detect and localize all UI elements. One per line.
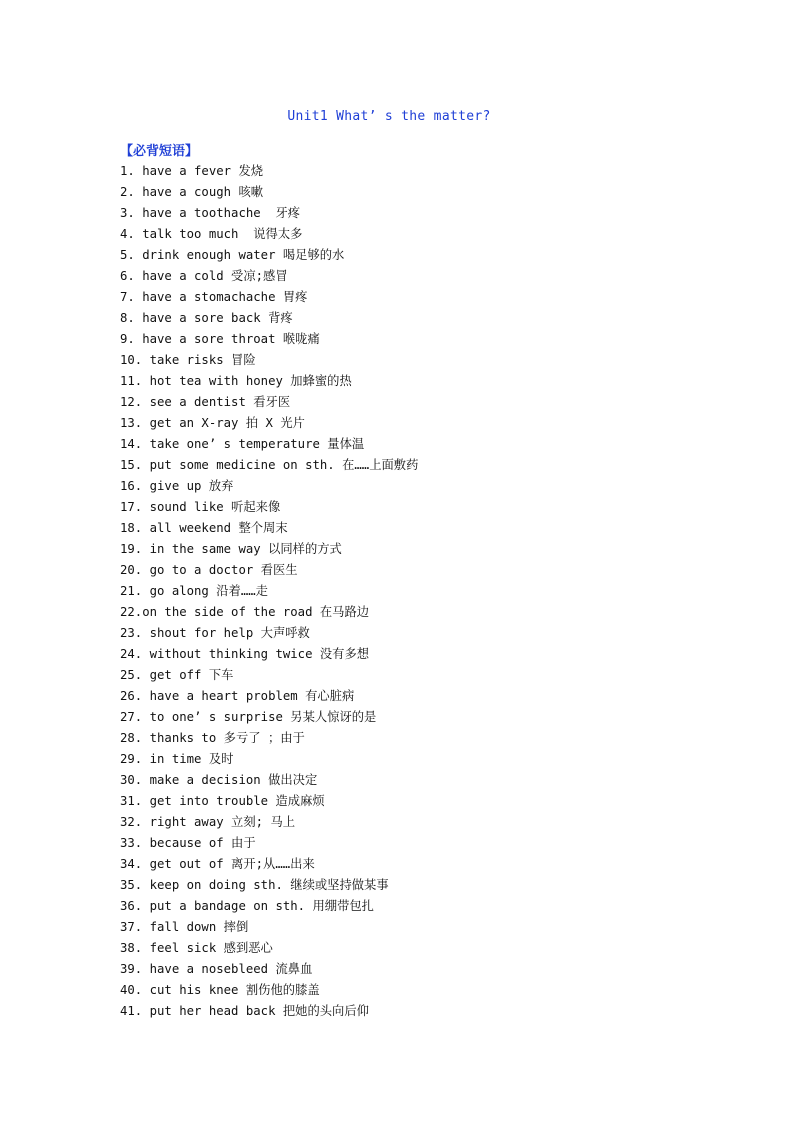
phrase-item: 16. give up 放弃 xyxy=(120,479,234,493)
phrase-item: 8. have a sore back 背疼 xyxy=(120,311,293,325)
phrase-list xyxy=(120,161,418,1022)
phrase-item: 11. hot tea with honey 加蜂蜜的热 xyxy=(120,374,352,388)
section-heading: 【必背短语】 xyxy=(120,144,199,159)
phrase-item: 4. talk too much 说得太多 xyxy=(120,227,303,241)
phrase-item: 21. go along 沿着……走 xyxy=(120,584,268,598)
phrase-item: 5. drink enough water 喝足够的水 xyxy=(120,248,345,262)
phrase-item: 7. have a stomachache 胃疼 xyxy=(120,290,308,304)
phrase-item: 19. in the same way 以同样的方式 xyxy=(120,542,342,556)
phrase-item: 18. all weekend 整个周末 xyxy=(120,521,288,535)
phrase-item: 17. sound like 听起来像 xyxy=(120,500,281,514)
phrase-item: 3. have a toothache 牙疼 xyxy=(120,206,301,220)
phrase-item: 27. to one’ s surprise 另某人惊讶的是 xyxy=(120,710,377,724)
phrase-item: 40. cut his knee 割伤他的膝盖 xyxy=(120,983,320,997)
phrase-item: 14. take one’ s temperature 量体温 xyxy=(120,437,365,451)
phrase-item: 30. make a decision 做出决定 xyxy=(120,773,318,787)
phrase-item: 9. have a sore throat 喉咙痛 xyxy=(120,332,320,346)
phrase-item: 41. put her head back 把她的头向后仰 xyxy=(120,1004,369,1018)
phrase-item: 35. keep on doing sth. 继续或坚持做某事 xyxy=(120,878,389,892)
phrase-item: 34. get out of 离开;从……出来 xyxy=(120,857,315,871)
phrase-item: 36. put a bandage on sth. 用绷带包扎 xyxy=(120,899,374,913)
phrase-item: 37. fall down 摔倒 xyxy=(120,920,249,934)
phrase-item: 6. have a cold 受凉;感冒 xyxy=(120,269,288,283)
phrase-item: 32. right away 立刻; 马上 xyxy=(120,815,296,829)
phrase-item: 26. have a heart problem 有心脏病 xyxy=(120,689,355,703)
page-title: Unit1 What’ s the matter? xyxy=(287,109,491,124)
phrase-item: 33. because of 由于 xyxy=(120,836,256,850)
phrase-item: 29. in time 及时 xyxy=(120,752,234,766)
phrase-item: 24. without thinking twice 没有多想 xyxy=(120,647,370,661)
phrase-item: 2. have a cough 咳嗽 xyxy=(120,185,264,199)
phrase-item: 20. go to a doctor 看医生 xyxy=(120,563,298,577)
phrase-item: 39. have a nosebleed 流鼻血 xyxy=(120,962,313,976)
phrase-item: 28. thanks to 多亏了 ；由于 xyxy=(120,731,305,745)
phrase-item: 15. put some medicine on sth. 在……上面敷药 xyxy=(120,458,419,472)
phrase-item: 38. feel sick 感到恶心 xyxy=(120,941,273,955)
phrase-item: 12. see a dentist 看牙医 xyxy=(120,395,291,409)
phrase-item: 31. get into trouble 造成麻烦 xyxy=(120,794,325,808)
phrase-item: 25. get off 下车 xyxy=(120,668,234,682)
phrase-item: 1. have a fever 发烧 xyxy=(120,164,264,178)
phrase-item: 10. take risks 冒险 xyxy=(120,353,256,367)
phrase-item: 23. shout for help 大声呼救 xyxy=(120,626,310,640)
phrase-item: 22.on the side of the road 在马路边 xyxy=(120,605,370,619)
phrase-item: 13. get an X-ray 拍 X 光片 xyxy=(120,416,305,430)
